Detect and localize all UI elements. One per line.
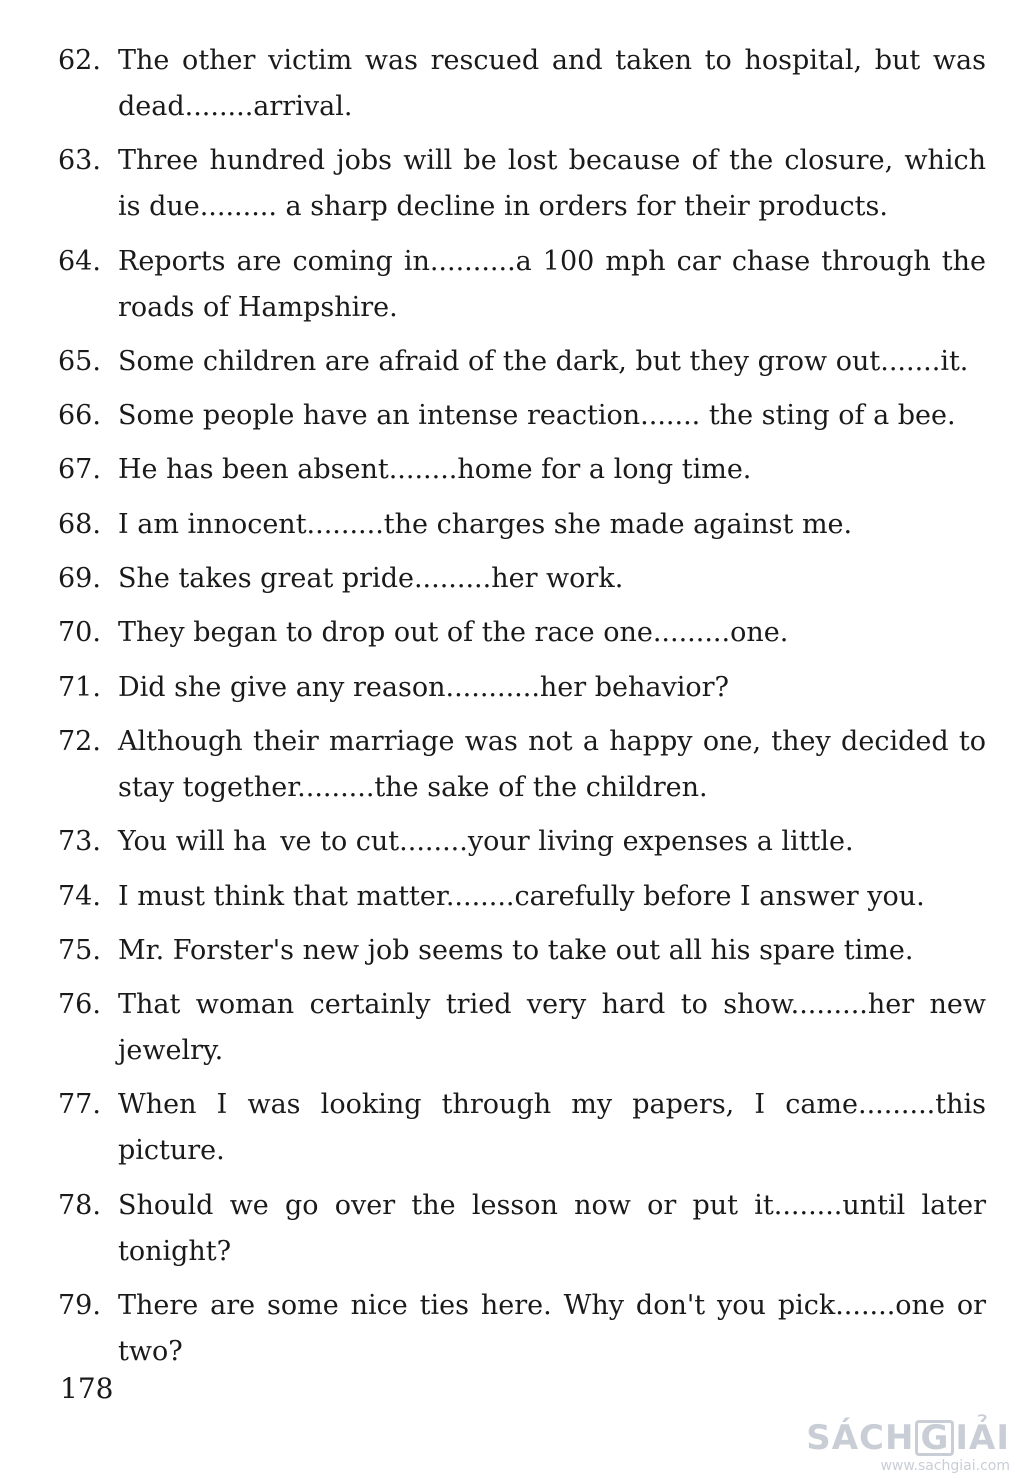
page-number: 178 — [60, 1372, 114, 1405]
list-item — [58, 610, 986, 656]
question-text: When I was looking through my papers, I came.........this picture. — [118, 1089, 986, 1167]
question-number: 78. — [58, 1189, 101, 1221]
list-item — [58, 1283, 986, 1375]
question-text: They began to drop out of the race one.........one. — [118, 617, 789, 649]
question-text: The other victim was rescued and taken to hospital, but was dead........arrival. — [118, 45, 986, 122]
list-item — [58, 447, 986, 493]
question-text: You will ha ve to cut........your living expenses a little. — [118, 826, 854, 858]
question-number: 64. — [58, 245, 101, 277]
list-item — [58, 719, 986, 811]
exercise-list — [58, 38, 986, 1383]
question-number: 76. — [58, 989, 101, 1021]
question-text: He has been absent........home for a long time. — [118, 454, 752, 486]
list-item — [58, 239, 986, 331]
question-number: 70. — [58, 617, 101, 649]
question-text: Did she give any reason...........her behavior? — [118, 671, 730, 703]
list-item — [58, 982, 986, 1074]
list-item — [58, 1183, 986, 1275]
question-number: 77. — [58, 1089, 101, 1121]
list-item — [58, 928, 986, 974]
question-number: 63. — [58, 145, 101, 177]
question-number: 67. — [58, 454, 101, 486]
watermark-brand — [790, 1420, 1010, 1456]
question-text: I am innocent.........the charges she made against me. — [118, 508, 853, 540]
question-number: 75. — [58, 934, 101, 966]
question-number: 68. — [58, 508, 101, 540]
question-number: 62. — [58, 45, 101, 76]
question-number: 69. — [58, 563, 101, 595]
list-item — [58, 38, 986, 130]
list-item — [58, 556, 986, 602]
question-text: Should we go over the lesson now or put it........until later tonight? — [118, 1189, 986, 1267]
question-text: She takes great pride.........her work. — [118, 563, 624, 595]
question-number: 66. — [58, 400, 101, 432]
question-text: Mr. Forster's new job seems to take out all his spare time. — [118, 934, 914, 966]
question-text: That woman certainly tried very hard to show.........her new jewelry. — [118, 989, 986, 1067]
question-number: 72. — [58, 725, 101, 757]
question-text: Reports are coming in..........a 100 mph car chase through the roads of Hampshire. — [118, 245, 986, 323]
question-text: Although their marriage was not a happy one, they decided to stay together.........the sake of the children. — [118, 725, 986, 803]
watermark-brand-boxed: G — [915, 1420, 954, 1456]
list-item — [58, 502, 986, 548]
list-item — [58, 874, 986, 920]
question-text: Three hundred jobs will be lost because of the closure, which is due......... a sharp decline in orders for their products. — [118, 145, 986, 223]
question-number: 79. — [58, 1290, 101, 1322]
watermark-brand-right: IẢI — [955, 1418, 1010, 1458]
watermark-logo — [790, 1420, 1010, 1474]
question-number: 65. — [58, 345, 101, 377]
question-number: 74. — [58, 880, 101, 912]
list-item — [58, 819, 986, 865]
watermark-brand-left: SÁCH — [806, 1418, 915, 1458]
list-item — [58, 1082, 986, 1174]
question-text: Some people have an intense reaction....... the sting of a bee. — [118, 400, 956, 432]
question-number: 73. — [58, 826, 101, 858]
question-number: 71. — [58, 671, 101, 703]
question-text: Some children are afraid of the dark, but they grow out.......it. — [118, 345, 969, 377]
list-item — [58, 665, 986, 711]
list-item — [58, 393, 986, 439]
list-item — [58, 138, 986, 230]
question-text: I must think that matter........carefully before I answer you. — [118, 880, 925, 912]
question-text: There are some nice ties here. Why don't you pick.......one or two? — [118, 1290, 986, 1368]
watermark-url: www.sachgiai.com — [880, 1458, 1010, 1474]
list-item — [58, 339, 986, 385]
